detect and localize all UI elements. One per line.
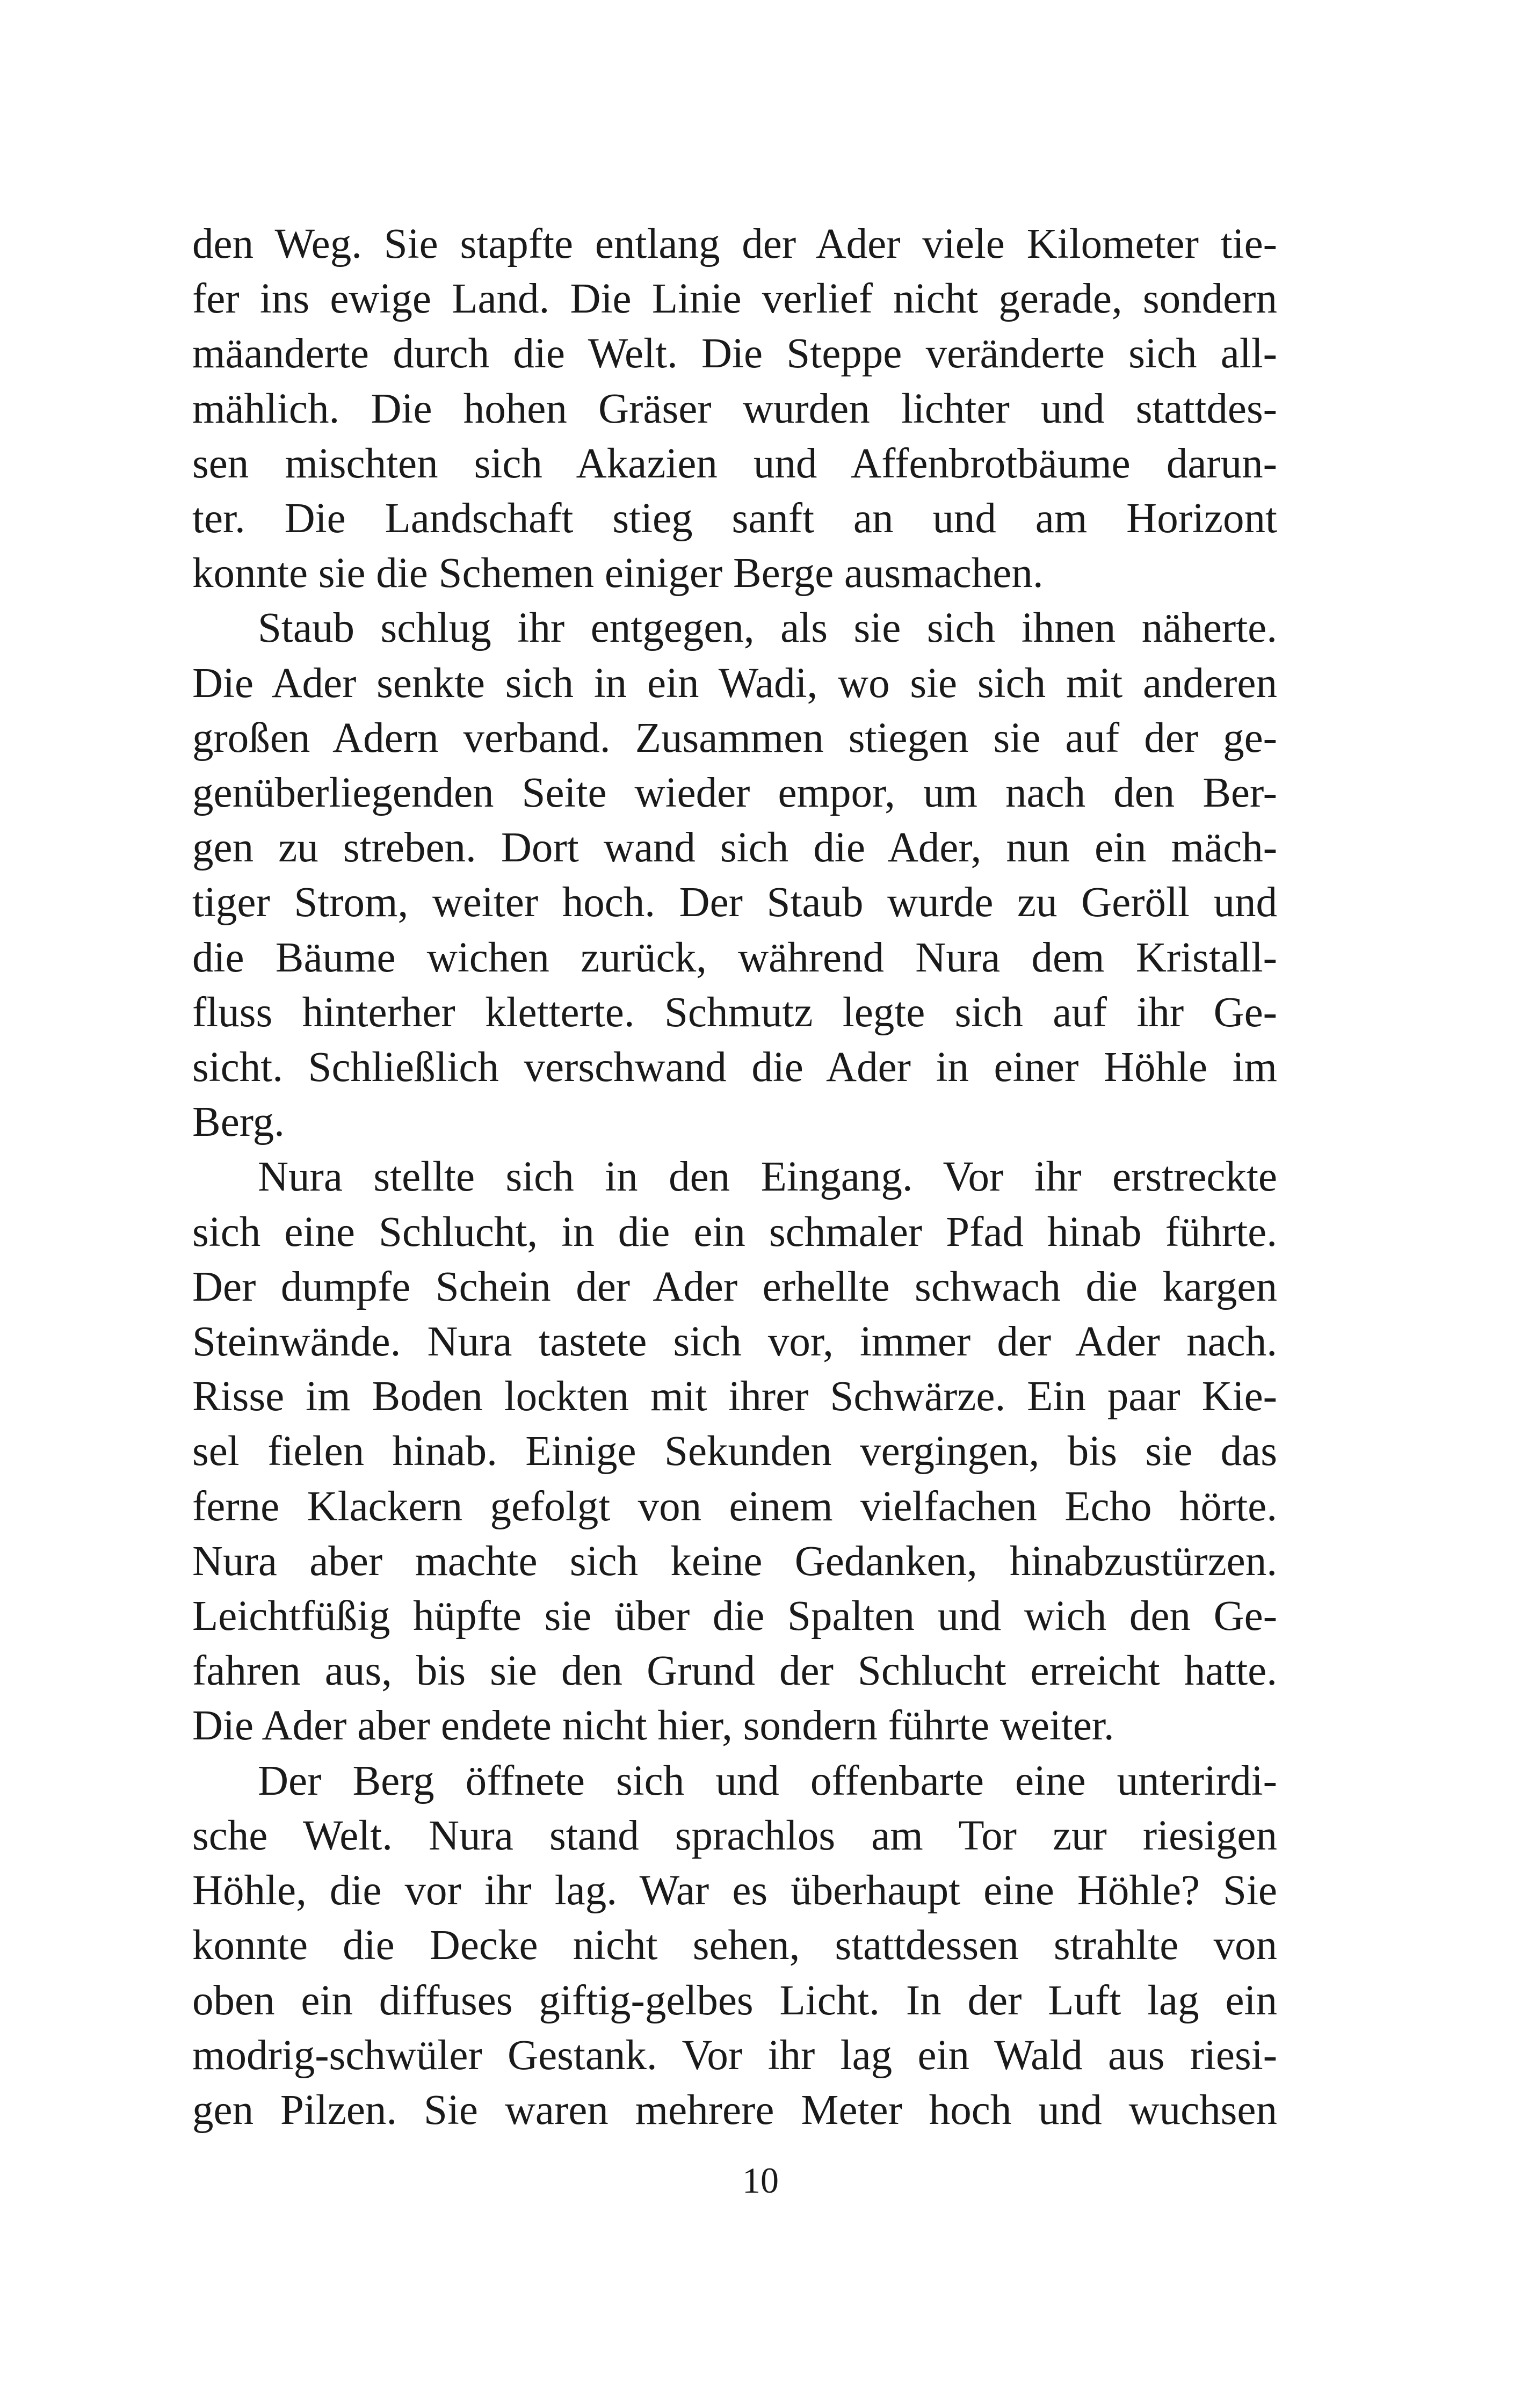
text-line: genüberliegenden Seite wieder empor, um nach den Ber- <box>192 770 1277 817</box>
text-line: gen zu streben. Dort wand sich die Ader, nun ein mäch- <box>192 824 1277 872</box>
text-line: Risse im Boden lockten mit ihrer Schwärze. Ein paar Kie- <box>192 1373 1277 1420</box>
text-line: Die Ader aber endete nicht hier, sondern führte weiter. <box>192 1702 1114 1750</box>
paragraph <box>192 601 1277 1150</box>
text-line: fer ins ewige Land. Die Linie verlief nicht gerade, sondern <box>192 275 1277 323</box>
text-line: oben ein diffuses giftig-gelbes Licht. In der Luft lag ein <box>192 1977 1277 2024</box>
text-line: konnte die Decke nicht sehen, stattdessen strahlte von <box>192 1922 1277 1969</box>
text-line: mäanderte durch die Welt. Die Steppe veränderte sich all- <box>192 330 1277 378</box>
text-line: Der dumpfe Schein der Ader erhellte schwach die kargen <box>192 1263 1277 1310</box>
text-line: sich eine Schlucht, in die ein schmaler Pfad hinab führte. <box>192 1208 1277 1256</box>
text-line: sicht. Schließlich verschwand die Ader in einer Höhle im <box>192 1044 1277 1091</box>
text-line: fluss hinterher kletterte. Schmutz legte sich auf ihr Ge- <box>192 989 1277 1036</box>
body-text <box>192 217 1277 2138</box>
paragraph <box>192 217 1277 601</box>
text-line: sche Welt. Nura stand sprachlos am Tor zur riesigen <box>192 1812 1277 1859</box>
text-line: ter. Die Landschaft stieg sanft an und am Horizont <box>192 495 1277 542</box>
text-line: die Bäume wichen zurück, während Nura dem Kristall- <box>192 934 1277 981</box>
text-line: fahren aus, bis sie den Grund der Schlucht erreicht hatte. <box>192 1648 1277 1695</box>
text-line: Steinwände. Nura tastete sich vor, immer der Ader nach. <box>192 1318 1277 1366</box>
text-line: Staub schlug ihr entgegen, als sie sich ihnen näherte. <box>258 605 1277 652</box>
paragraph <box>192 1150 1277 1753</box>
text-line: Nura aber machte sich keine Gedanken, hinabzustürzen. <box>192 1537 1277 1585</box>
text-line: mählich. Die hohen Gräser wurden lichter und stattdes- <box>192 385 1277 432</box>
text-line: ferne Klackern gefolgt von einem vielfachen Echo hörte. <box>192 1483 1277 1530</box>
page-number: 10 <box>742 2160 779 2201</box>
text-line: gen Pilzen. Sie waren mehrere Meter hoch und wuchsen <box>192 2086 1277 2134</box>
text-line: sel fielen hinab. Einige Sekunden vergingen, bis sie das <box>192 1428 1277 1475</box>
text-line: konnte sie die Schemen einiger Berge ausmachen. <box>192 550 1044 597</box>
text-line: den Weg. Sie stapfte entlang der Ader viele Kilometer tie- <box>192 221 1277 267</box>
text-line: tiger Strom, weiter hoch. Der Staub wurde zu Geröll und <box>192 879 1277 926</box>
text-line: Der Berg öffnete sich und offenbarte eine unterirdi- <box>258 1757 1277 1804</box>
text-line: modrig-schwüler Gestank. Vor ihr lag ein Wald aus riesi- <box>192 2032 1277 2079</box>
text-line: Höhle, die vor ihr lag. War es überhaupt eine Höhle? Sie <box>192 1867 1277 1914</box>
paragraph <box>192 1754 1277 2138</box>
text-line: Nura stellte sich in den Eingang. Vor ihr erstreckte <box>258 1154 1277 1201</box>
text-line: großen Adern verband. Zusammen stiegen sie auf der ge- <box>192 714 1277 761</box>
text-line: Berg. <box>192 1099 285 1146</box>
text-line: Die Ader senkte sich in ein Wadi, wo sie sich mit anderen <box>192 659 1277 707</box>
text-line: sen mischten sich Akazien und Affenbrotbäume darun- <box>192 440 1277 487</box>
text-line: Leichtfüßig hüpfte sie über die Spalten und wich den Ge- <box>192 1593 1277 1640</box>
